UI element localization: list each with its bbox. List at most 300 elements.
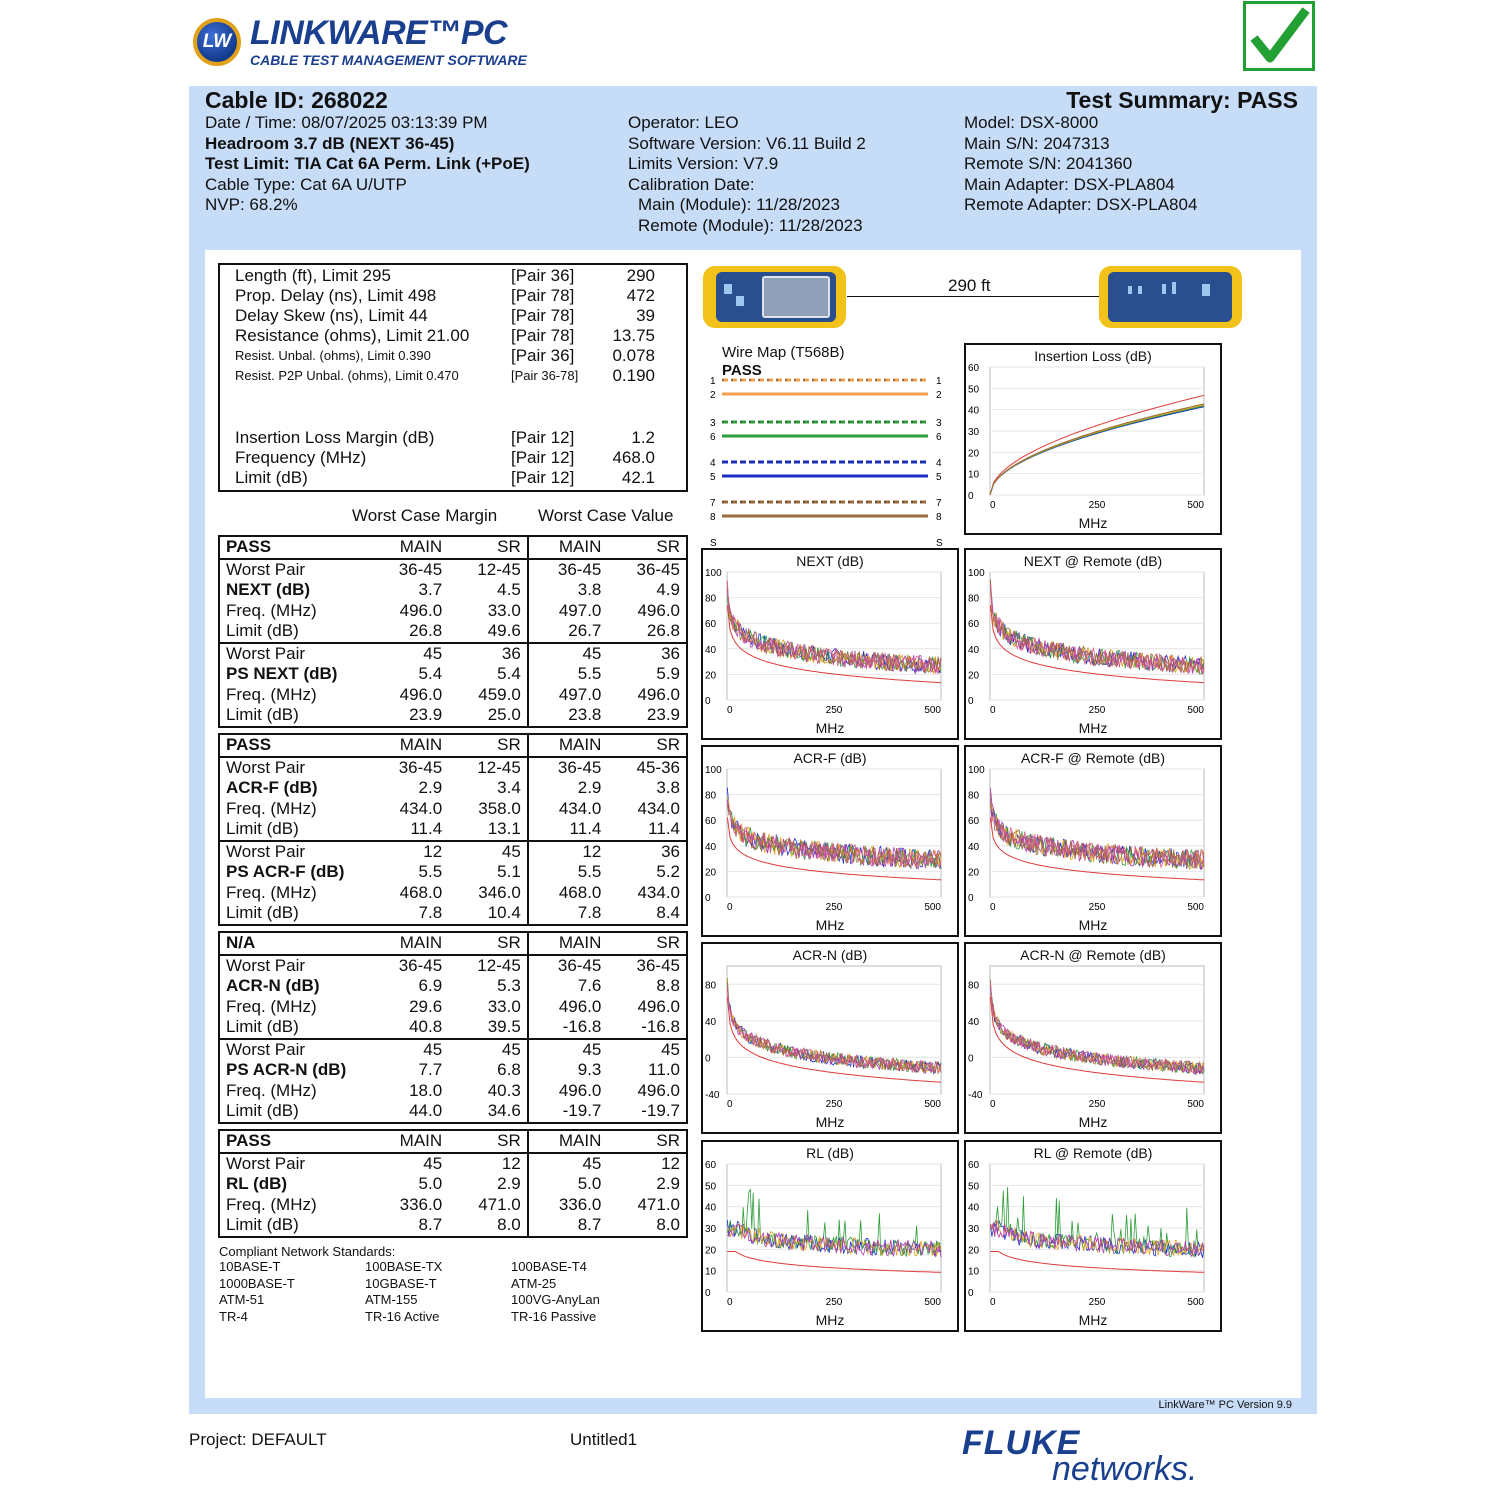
x-tick-label: 250 bbox=[1088, 1099, 1106, 1110]
y-tick-label: 20 bbox=[705, 1245, 717, 1257]
result-cell: 39.5 bbox=[487, 1017, 521, 1037]
x-tick-label: 250 bbox=[825, 705, 843, 716]
measurement-pair: [Pair 78] bbox=[511, 306, 575, 325]
row-label: Worst Pair bbox=[226, 955, 306, 975]
y-tick-label: 60 bbox=[705, 1160, 717, 1171]
result-row bbox=[219, 1153, 687, 1175]
chart-title: RL (dB) bbox=[806, 1145, 854, 1161]
measurement-value: 290 bbox=[626, 266, 655, 285]
result-cell: 45 bbox=[448, 841, 528, 863]
result-cell: 4.9 bbox=[656, 580, 680, 600]
row-label: Worst Pair bbox=[219, 841, 370, 863]
measurement-label: Frequency (MHz) bbox=[235, 448, 367, 467]
result-status: PASS bbox=[219, 1130, 370, 1153]
measurement-pair: [Pair 12] bbox=[511, 468, 575, 487]
result-cell: 358.0 bbox=[478, 798, 521, 818]
y-tick-label: 60 bbox=[968, 816, 980, 828]
result-row bbox=[219, 1060, 687, 1081]
chart-acrn bbox=[701, 942, 959, 1134]
y-tick-label: 80 bbox=[968, 593, 980, 605]
result-cell: 468.0 bbox=[399, 882, 443, 902]
y-tick-label: 80 bbox=[968, 790, 980, 802]
measurement-value: 1.2 bbox=[631, 428, 655, 447]
y-tick-label: 30 bbox=[968, 427, 980, 438]
x-tick-label: 0 bbox=[990, 1297, 996, 1308]
model: Model: DSX-8000 bbox=[964, 113, 1099, 132]
worst-case-margin-label: Worst Case Margin bbox=[352, 506, 498, 525]
result-cell: 336.0 bbox=[399, 1194, 443, 1214]
result-status: PASS bbox=[219, 536, 370, 559]
result-row bbox=[219, 705, 687, 727]
main-sn: Main S/N: 2047313 bbox=[964, 133, 1110, 153]
row-label: Limit (dB) bbox=[226, 705, 299, 725]
wire-map-status: PASS bbox=[722, 362, 762, 379]
result-cell: 6.9 bbox=[418, 976, 443, 996]
pin-label: 4 bbox=[936, 458, 942, 469]
result-cell: 36 bbox=[448, 643, 528, 665]
result-cell: 34.6 bbox=[487, 1101, 521, 1121]
results-table bbox=[218, 931, 688, 1124]
result-row bbox=[219, 799, 687, 820]
wire-map-diagram bbox=[702, 340, 957, 546]
result-cell: 12 bbox=[528, 841, 608, 863]
result-cell: 5.1 bbox=[497, 862, 521, 882]
file-label: Untitled1 bbox=[570, 1430, 638, 1449]
y-tick-label: 40 bbox=[705, 644, 717, 656]
result-cell: 26.7 bbox=[528, 621, 608, 643]
result-cell: 6.8 bbox=[497, 1060, 521, 1080]
result-cell: 8.0 bbox=[656, 1215, 680, 1235]
y-tick-label: 0 bbox=[705, 1053, 711, 1065]
main-module-cal: Main (Module): 11/28/2023 bbox=[638, 195, 840, 214]
y-tick-label: 40 bbox=[968, 405, 980, 417]
chart-xlabel: MHz bbox=[1078, 515, 1108, 531]
pin-label: 3 bbox=[710, 418, 716, 429]
result-cell: 434.0 bbox=[399, 798, 443, 818]
chart-acrf_r bbox=[964, 745, 1222, 937]
chart-xlabel: MHz bbox=[815, 1114, 845, 1130]
pin-label: 1 bbox=[936, 376, 942, 387]
chart-title: ACR-N (dB) bbox=[792, 947, 868, 963]
y-tick-label: 60 bbox=[968, 619, 980, 631]
result-row bbox=[219, 757, 687, 779]
chart-acrf bbox=[701, 745, 959, 937]
results-table bbox=[218, 535, 688, 728]
pin-label: 6 bbox=[936, 432, 942, 443]
chart-title: NEXT @ Remote (dB) bbox=[1023, 553, 1163, 569]
y-tick-label: 0 bbox=[968, 893, 974, 904]
result-status: N/A bbox=[219, 932, 370, 955]
result-cell: 5.5 bbox=[528, 664, 608, 685]
result-row bbox=[219, 1215, 687, 1237]
operator: Operator: LEO bbox=[628, 113, 739, 132]
row-label: Freq. (MHz) bbox=[226, 882, 317, 902]
chart-xlabel: MHz bbox=[815, 917, 845, 933]
y-tick-label: 30 bbox=[968, 1224, 980, 1235]
y-tick-label: 30 bbox=[705, 1224, 717, 1235]
result-cell: 36 bbox=[607, 841, 687, 863]
result-cell: 11.4 bbox=[648, 819, 680, 839]
y-tick-label: 100 bbox=[968, 568, 985, 579]
x-tick-label: 0 bbox=[990, 500, 996, 511]
row-label: Freq. (MHz) bbox=[226, 600, 317, 620]
y-tick-label: -40 bbox=[968, 1090, 983, 1101]
result-cell: 496.0 bbox=[528, 1081, 608, 1102]
result-cell: 45 bbox=[370, 1039, 448, 1061]
result-cell: 45 bbox=[370, 643, 448, 665]
result-cell: 36-45 bbox=[528, 955, 608, 977]
pin-label: 5 bbox=[936, 472, 942, 483]
result-cell: 8.8 bbox=[656, 976, 680, 996]
y-tick-label: 80 bbox=[705, 980, 717, 992]
chart-plot bbox=[966, 1142, 1220, 1330]
chart-xlabel: MHz bbox=[1078, 1114, 1108, 1130]
result-cell: -16.8 bbox=[528, 1017, 608, 1039]
measurement-pair: [Pair 36-78] bbox=[511, 368, 579, 383]
wire-map bbox=[702, 340, 957, 546]
y-tick-label: 50 bbox=[705, 1181, 717, 1193]
y-tick-label: 20 bbox=[968, 670, 980, 682]
x-tick-label: 0 bbox=[727, 1099, 733, 1110]
result-row bbox=[219, 664, 687, 685]
x-tick-label: 250 bbox=[1088, 500, 1106, 511]
result-row bbox=[219, 883, 687, 904]
standard-item: ATM-25 bbox=[511, 1275, 557, 1291]
y-tick-label: 0 bbox=[705, 696, 711, 707]
x-tick-label: 250 bbox=[1088, 1297, 1106, 1308]
summary-middle bbox=[628, 113, 866, 236]
result-cell: 12 bbox=[501, 1153, 521, 1173]
measurement-pair: [Pair 12] bbox=[511, 448, 575, 467]
result-cell: 36-45 bbox=[636, 955, 680, 975]
column-header: MAIN bbox=[528, 1130, 608, 1153]
row-label: PS ACR-F (dB) bbox=[226, 862, 345, 882]
row-label: Freq. (MHz) bbox=[226, 684, 317, 704]
pin-label: 2 bbox=[710, 390, 716, 401]
result-cell: 434.0 bbox=[528, 799, 608, 820]
result-cell: 5.3 bbox=[497, 976, 521, 996]
result-cell: 8.0 bbox=[497, 1215, 521, 1235]
y-tick-label: 40 bbox=[968, 644, 980, 656]
x-tick-label: 500 bbox=[924, 1297, 941, 1308]
summary-right bbox=[964, 113, 1197, 216]
measurement-label: Limit (dB) bbox=[235, 468, 308, 487]
y-tick-label: 60 bbox=[705, 619, 717, 631]
chart-xlabel: MHz bbox=[1078, 917, 1108, 933]
fluke-logo: FLUKE bbox=[962, 1424, 1081, 1462]
result-cell: -19.7 bbox=[528, 1101, 608, 1123]
column-header: MAIN bbox=[528, 536, 608, 559]
y-tick-label: 0 bbox=[968, 1053, 974, 1065]
result-cell: 5.4 bbox=[418, 664, 443, 684]
result-cell: 8.7 bbox=[528, 1215, 608, 1237]
x-tick-label: 250 bbox=[825, 1297, 843, 1308]
y-tick-label: 100 bbox=[968, 765, 985, 776]
result-cell: 49.6 bbox=[487, 621, 521, 641]
y-tick-label: 20 bbox=[968, 448, 980, 460]
result-cell: 12-45 bbox=[477, 757, 521, 777]
result-row bbox=[219, 1101, 687, 1123]
column-header: MAIN bbox=[370, 536, 448, 559]
cable-type: Cable Type: Cat 6A U/UTP bbox=[205, 174, 407, 194]
measurement-value: 13.75 bbox=[612, 326, 655, 345]
result-row bbox=[219, 976, 687, 997]
column-header: SR bbox=[448, 1130, 528, 1153]
result-row bbox=[219, 1174, 687, 1195]
x-tick-label: 500 bbox=[1187, 1297, 1204, 1308]
row-label: Limit (dB) bbox=[226, 1215, 299, 1235]
result-row bbox=[219, 601, 687, 622]
pin-label: 4 bbox=[710, 458, 716, 469]
y-tick-label: 40 bbox=[705, 841, 717, 853]
result-row bbox=[219, 1039, 687, 1061]
x-tick-label: 0 bbox=[990, 1099, 996, 1110]
chart-plot bbox=[703, 1142, 957, 1330]
row-label: Limit (dB) bbox=[226, 1017, 299, 1037]
chart-il bbox=[964, 343, 1222, 535]
remote-adapter: Remote Adapter: DSX-PLA804 bbox=[964, 195, 1198, 214]
chart-title: NEXT (dB) bbox=[796, 553, 864, 569]
pin-label: 6 bbox=[710, 432, 716, 443]
result-cell: 496.0 bbox=[399, 684, 443, 704]
measurement-label: Length (ft), Limit 295 bbox=[235, 266, 391, 285]
standard-item: ATM-155 bbox=[365, 1292, 418, 1307]
result-row bbox=[219, 862, 687, 883]
shield-label: S bbox=[936, 538, 943, 546]
result-cell: 7.6 bbox=[528, 976, 608, 997]
row-label: PS NEXT (dB) bbox=[226, 664, 338, 684]
measurement-pair: [Pair 78] bbox=[511, 326, 575, 345]
results-table bbox=[218, 1129, 688, 1238]
result-cell: 468.0 bbox=[528, 883, 608, 904]
x-tick-label: 0 bbox=[990, 705, 996, 716]
headroom: Headroom 3.7 dB (NEXT 36-45) bbox=[205, 133, 455, 153]
row-label: Freq. (MHz) bbox=[226, 798, 317, 818]
nvp: NVP: 68.2% bbox=[205, 195, 298, 214]
result-cell: 11.4 bbox=[410, 819, 443, 839]
result-cell: 13.1 bbox=[487, 819, 521, 839]
remote-module-cal: Remote (Module): 11/28/2023 bbox=[638, 215, 863, 235]
column-header: SR bbox=[607, 734, 687, 757]
result-row bbox=[219, 841, 687, 863]
measurement-label: Insertion Loss Margin (dB) bbox=[235, 428, 435, 447]
result-cell: 3.7 bbox=[418, 580, 443, 600]
y-tick-label: 60 bbox=[968, 363, 980, 374]
chart-xlabel: MHz bbox=[815, 1312, 845, 1328]
row-label: Worst Pair bbox=[219, 643, 370, 665]
result-cell: 434.0 bbox=[637, 882, 680, 902]
column-header: SR bbox=[607, 536, 687, 559]
y-tick-label: 20 bbox=[705, 670, 717, 682]
y-tick-label: 20 bbox=[968, 1245, 980, 1257]
column-header: MAIN bbox=[370, 932, 448, 955]
chart-title: RL @ Remote (dB) bbox=[1033, 1145, 1153, 1161]
main-adapter: Main Adapter: DSX-PLA804 bbox=[964, 174, 1175, 194]
row-label: Freq. (MHz) bbox=[226, 1080, 317, 1100]
y-tick-label: 80 bbox=[705, 593, 717, 605]
x-tick-label: 0 bbox=[727, 1297, 733, 1308]
result-cell: 4.5 bbox=[497, 580, 521, 600]
column-header: MAIN bbox=[370, 734, 448, 757]
result-cell: 3.4 bbox=[497, 778, 521, 798]
chart-next_r bbox=[964, 548, 1222, 740]
row-label: Worst Pair bbox=[226, 757, 306, 777]
result-cell: 9.3 bbox=[528, 1060, 608, 1081]
measurement-value: 0.190 bbox=[612, 366, 655, 385]
y-tick-label: 60 bbox=[968, 1160, 980, 1171]
result-cell: 7.7 bbox=[418, 1060, 443, 1080]
result-cell: 26.8 bbox=[646, 621, 680, 641]
result-cell: 33.0 bbox=[487, 996, 521, 1016]
standard-item: TR-4 bbox=[219, 1308, 248, 1324]
result-cell: 5.5 bbox=[418, 862, 443, 882]
chart-title: ACR-F @ Remote (dB) bbox=[1020, 750, 1166, 766]
result-cell: 36-45 bbox=[398, 955, 443, 975]
measurement-value: 472 bbox=[626, 286, 655, 305]
result-cell: 25.0 bbox=[487, 705, 521, 725]
y-tick-label: 40 bbox=[705, 1016, 717, 1028]
row-label: NEXT (dB) bbox=[226, 580, 311, 600]
standard-item: 10GBASE-T bbox=[365, 1275, 437, 1291]
brand-title: LINKWARE™PC bbox=[250, 14, 508, 52]
measurement-value: 0.078 bbox=[612, 346, 655, 365]
result-cell: 36-45 bbox=[398, 757, 443, 777]
result-cell: 40.8 bbox=[409, 1017, 443, 1037]
y-tick-label: 0 bbox=[705, 893, 711, 904]
standard-item: TR-16 Active bbox=[365, 1308, 440, 1324]
column-header: MAIN bbox=[370, 1130, 448, 1153]
result-cell: 496.0 bbox=[637, 1080, 680, 1100]
row-label: Limit (dB) bbox=[226, 621, 299, 641]
y-tick-label: 0 bbox=[705, 1288, 711, 1299]
column-header: SR bbox=[448, 734, 528, 757]
result-cell: -19.7 bbox=[641, 1101, 680, 1121]
x-tick-label: 0 bbox=[727, 902, 733, 913]
result-cell: 5.9 bbox=[656, 664, 680, 684]
y-tick-label: 40 bbox=[968, 1202, 980, 1214]
x-tick-label: 250 bbox=[825, 1099, 843, 1110]
networks-logo: networks. bbox=[1052, 1450, 1198, 1488]
plot-frame bbox=[727, 966, 941, 1094]
y-tick-label: 40 bbox=[705, 1202, 717, 1214]
result-row bbox=[219, 580, 687, 601]
brand-subtitle: CABLE TEST MANAGEMENT SOFTWARE bbox=[250, 52, 527, 68]
y-tick-label: 50 bbox=[968, 1181, 980, 1193]
cable-line bbox=[847, 296, 1099, 297]
result-cell: 7.8 bbox=[528, 903, 608, 925]
result-cell: 45 bbox=[528, 1039, 608, 1061]
result-row bbox=[219, 685, 687, 706]
result-row bbox=[219, 1195, 687, 1216]
test-limit: Test Limit: TIA Cat 6A Perm. Link (+PoE) bbox=[205, 154, 530, 173]
y-tick-label: 100 bbox=[705, 765, 722, 776]
y-tick-label: 10 bbox=[968, 469, 980, 481]
chart-plot bbox=[966, 550, 1220, 738]
y-tick-label: 50 bbox=[968, 384, 980, 396]
limits-version: Limits Version: V7.9 bbox=[628, 154, 779, 173]
result-cell: 29.6 bbox=[409, 996, 443, 1016]
result-cell: 45 bbox=[423, 1153, 443, 1173]
y-tick-label: -40 bbox=[705, 1090, 720, 1101]
row-label: Worst Pair bbox=[219, 1039, 370, 1061]
measurement-label: Resist. Unbal. (ohms), Limit 0.390 bbox=[235, 348, 431, 363]
y-tick-label: 80 bbox=[968, 980, 980, 992]
result-row bbox=[219, 997, 687, 1018]
date-time: Date / Time: 08/07/2025 03:13:39 PM bbox=[205, 113, 488, 132]
standard-item: 10BASE-T bbox=[219, 1259, 281, 1274]
chart-plot bbox=[966, 944, 1220, 1132]
standard-item: 100VG-AnyLan bbox=[511, 1292, 600, 1307]
result-cell: 2.9 bbox=[497, 1174, 521, 1194]
column-header: SR bbox=[607, 1130, 687, 1153]
standard-item: 100BASE-TX bbox=[365, 1259, 443, 1274]
chart-plot bbox=[703, 944, 957, 1132]
x-tick-label: 500 bbox=[924, 705, 941, 716]
result-cell: -16.8 bbox=[641, 1017, 680, 1037]
result-cell: 45 bbox=[528, 1153, 608, 1175]
y-tick-label: 0 bbox=[968, 1288, 974, 1299]
result-cell: 471.0 bbox=[478, 1194, 521, 1214]
result-row bbox=[219, 1081, 687, 1102]
result-row bbox=[219, 955, 687, 977]
row-label: Limit (dB) bbox=[226, 819, 299, 839]
pin-label: 1 bbox=[710, 376, 716, 387]
chart-next bbox=[701, 548, 959, 740]
summary-left bbox=[205, 113, 530, 216]
cable-length: 290 ft bbox=[948, 276, 991, 295]
column-header: SR bbox=[448, 932, 528, 955]
result-cell: 12-45 bbox=[477, 955, 521, 975]
measurement-label: Delay Skew (ns), Limit 44 bbox=[235, 306, 428, 325]
row-label: ACR-N (dB) bbox=[226, 976, 320, 996]
remote-sn: Remote S/N: 2041360 bbox=[964, 154, 1133, 173]
result-cell: 23.8 bbox=[528, 705, 608, 727]
result-cell: 45-36 bbox=[636, 757, 680, 777]
result-cell: 40.3 bbox=[487, 1080, 521, 1100]
result-cell: 8.4 bbox=[656, 903, 680, 923]
measurement-value: 468.0 bbox=[612, 448, 655, 467]
result-cell: 36-45 bbox=[398, 559, 443, 579]
x-tick-label: 0 bbox=[990, 902, 996, 913]
standard-item: ATM-51 bbox=[219, 1292, 265, 1307]
measurement-pair: [Pair 36] bbox=[511, 346, 575, 365]
x-tick-label: 500 bbox=[924, 902, 941, 913]
result-cell: 3.8 bbox=[528, 580, 608, 601]
y-tick-label: 80 bbox=[705, 790, 717, 802]
result-cell: 2.9 bbox=[418, 778, 443, 798]
result-row bbox=[219, 819, 687, 841]
result-cell: 5.4 bbox=[497, 664, 521, 684]
row-label: Limit (dB) bbox=[226, 903, 299, 923]
result-cell: 471.0 bbox=[637, 1194, 680, 1214]
x-tick-label: 500 bbox=[1187, 902, 1204, 913]
measurement-pair: [Pair 78] bbox=[511, 286, 575, 305]
column-header: SR bbox=[607, 932, 687, 955]
result-cell: 12 bbox=[370, 841, 448, 863]
remote-unit-icon bbox=[1098, 264, 1243, 330]
result-cell: 496.0 bbox=[528, 997, 608, 1018]
row-label: Worst Pair bbox=[226, 559, 306, 579]
chart-xlabel: MHz bbox=[1078, 720, 1108, 736]
result-cell: 44.0 bbox=[409, 1101, 443, 1121]
x-tick-label: 250 bbox=[1088, 902, 1106, 913]
test-summary: Test Summary: PASS bbox=[1066, 87, 1298, 113]
results-table bbox=[218, 733, 688, 926]
x-tick-label: 500 bbox=[1187, 1099, 1204, 1110]
y-tick-label: 40 bbox=[968, 1016, 980, 1028]
project-label: Project: DEFAULT bbox=[189, 1430, 327, 1449]
result-cell: 11.4 bbox=[528, 819, 608, 841]
